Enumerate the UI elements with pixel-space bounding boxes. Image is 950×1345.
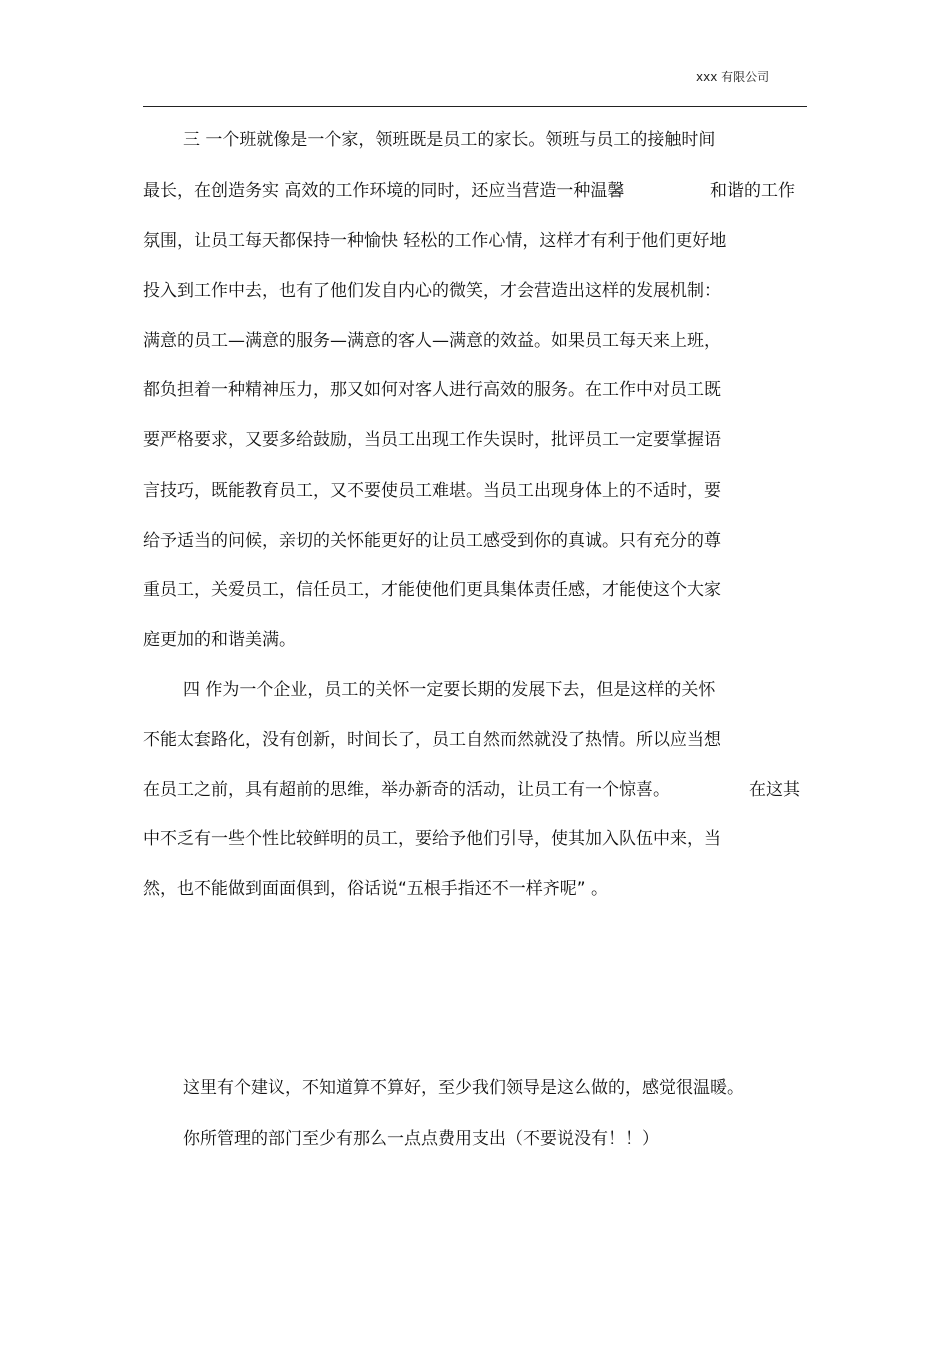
paragraph-line: 庭更加的和谐美满。 <box>143 630 296 650</box>
suggestion-line: 你所管理的部门至少有那么一点点费用支出（不要说没有！！） <box>183 1129 659 1149</box>
paragraph-line-tail: 在这其 <box>749 780 800 800</box>
header-divider <box>143 106 807 107</box>
paragraph-line: 不能太套路化，没有创新，时间长了，员工自然而然就没了热情。所以应当想 <box>143 730 721 750</box>
paragraph-line: 氛围，让员工每天都保持一种愉快 轻松的工作心情，这样才有利于他们更好地 <box>143 231 727 251</box>
paragraph-line: 给予适当的问候，亲切的关怀能更好的让员工感受到你的真诚。只有充分的尊 <box>143 531 721 551</box>
paragraph-line: 然，也不能做到面面俱到，俗话说“五根手指还不一样齐呢” 。 <box>143 879 609 899</box>
paragraph-line: 中不乏有一些个性比较鲜明的员工，要给予他们引导，使其加入队伍中来，当 <box>143 829 721 849</box>
paragraph-line: 要严格要求，又要多给鼓励，当员工出现工作失误时，批评员工一定要掌握语 <box>143 430 721 450</box>
paragraph-line: 重员工，关爱员工，信任员工，才能使他们更具集体责任感，才能使这个大家 <box>143 580 721 600</box>
paragraph-line: 都负担着一种精神压力，那又如何对客人进行高效的服务。在工作中对员工既 <box>143 380 721 400</box>
paragraph-line-tail: 和谐的工作 <box>710 181 795 201</box>
paragraph-line: 言技巧，既能教育员工，又不要使员工难堪。当员工出现身体上的不适时，要 <box>143 481 721 501</box>
paragraph-line: 满意的员工—满意的服务—满意的客人—满意的效益。如果员工每天来上班， <box>143 331 721 351</box>
paragraph-line: 三 一个班就像是一个家，领班既是员工的家长。领班与员工的接触时间 <box>183 130 716 150</box>
suggestion-line: 这里有个建议，不知道算不算好，至少我们领导是这么做的，感觉很温暖。 <box>183 1078 744 1098</box>
header-company-name: xxx 有限公司 <box>696 70 770 84</box>
paragraph-line: 投入到工作中去，也有了他们发自内心的微笑，才会营造出这样的发展机制： <box>143 281 721 301</box>
paragraph-line: 在员工之前，具有超前的思维，举办新奇的活动，让员工有一个惊喜。 <box>143 780 670 800</box>
paragraph-line: 最长，在创造务实 高效的工作环境的同时，还应当营造一种温馨 <box>143 181 625 201</box>
paragraph-line: 四 作为一个企业，员工的关怀一定要长期的发展下去，但是这样的关怀 <box>183 680 716 700</box>
